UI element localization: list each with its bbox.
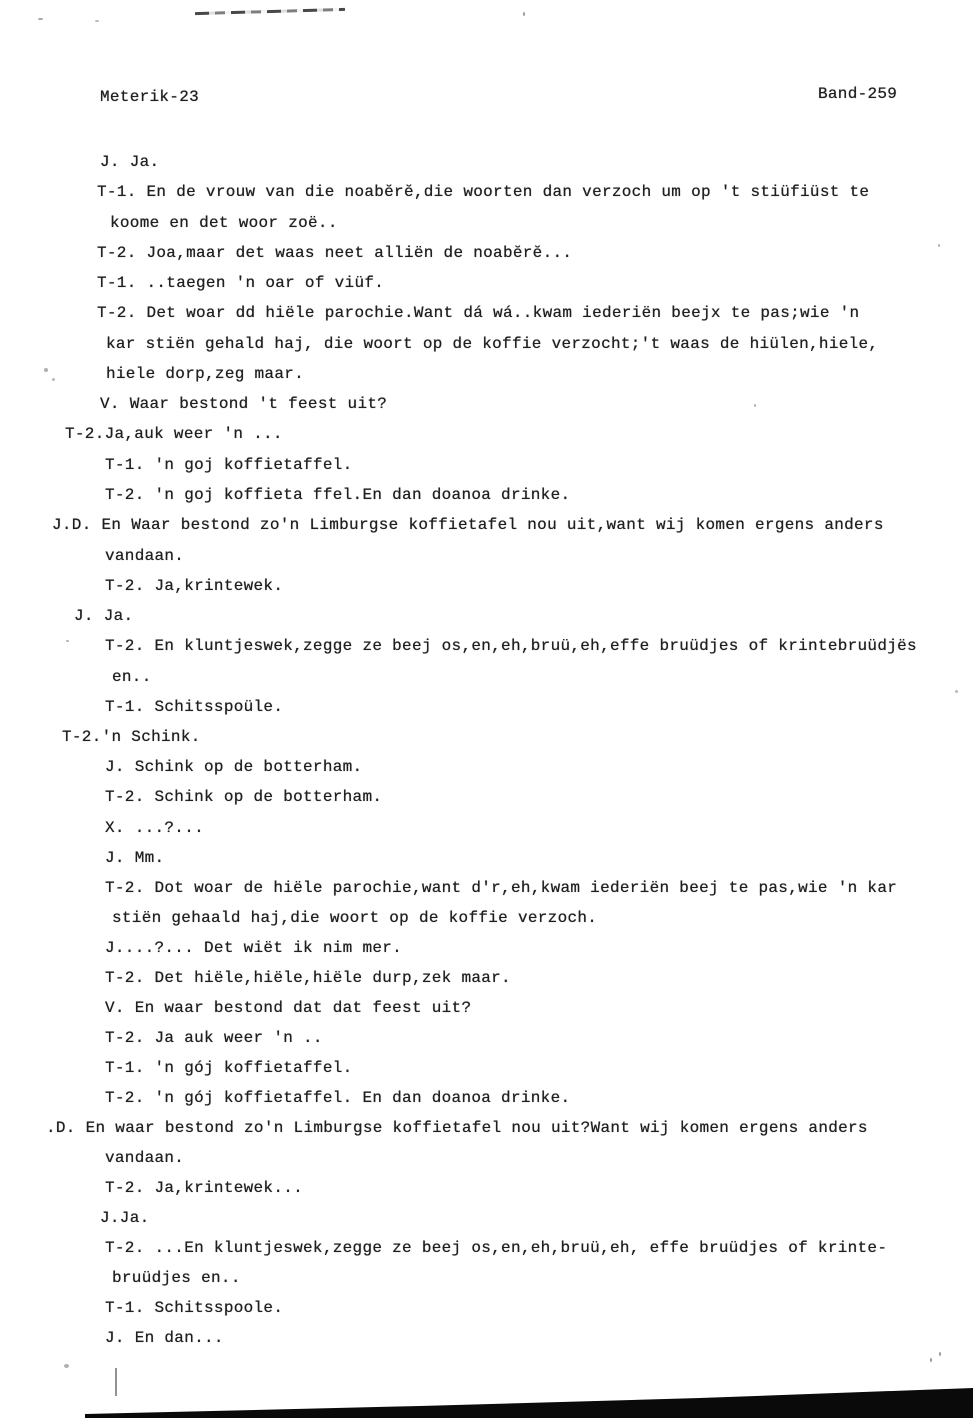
transcript-line: T-1. Schitsspoüle. (105, 698, 284, 716)
transcript-line: T-2. En kluntjeswek,zegge ze beej os,en,eh,bruü,eh,effe bruüdjes of krintebruüdjës (105, 637, 917, 655)
transcript-line: V. Waar bestond 't feest uit? (100, 395, 388, 413)
transcript-line: T-1. ..taegen 'n oar of viüf. (97, 274, 385, 292)
transcript-line: J. Mm. (105, 849, 165, 867)
transcript-line: vandaan. (105, 547, 185, 565)
scan-speck (938, 244, 940, 247)
transcript-line: koome en det woor zoë.. (110, 214, 338, 232)
transcript-line: .D. En waar bestond zo'n Limburgse koffietafel nou uit?Want wij komen ergens anders (46, 1119, 868, 1137)
scan-speck (523, 12, 525, 16)
transcript-line: T-2.Ja,auk weer 'n ... (65, 425, 283, 443)
transcript-line: vandaan. (105, 1149, 185, 1167)
transcript-line: kar stiën gehald haj, die woort op de koffie verzocht;'t waas de hiülen,hiele, (106, 335, 879, 353)
transcript-line: J....?... Det wiët ik nim mer. (105, 939, 403, 957)
transcript-line: X. ...?... (105, 819, 205, 837)
transcript-line: T-2. ...En kluntjeswek,zegge ze beej os,en,eh,bruü,eh, effe bruüdjes of krinte- (105, 1239, 888, 1257)
transcript-line: T-1. 'n gój koffietaffel. (105, 1059, 353, 1077)
transcript-line: T-2. Det woar dd hiële parochie.Want dá wá..kwam iederiën beejx te pas;wie 'n (97, 304, 860, 322)
transcript-line: J. Ja. (100, 153, 160, 171)
transcript-line: T-2. Dot woar de hiële parochie,want d'r,eh,kwam iederiën beej te pas,wie 'n kar (105, 879, 898, 897)
transcript-line: T-2. 'n goj koffieta ffel.En dan doanoa drinke. (105, 486, 571, 504)
scan-speck (66, 640, 69, 642)
scan-speck (95, 20, 99, 22)
scan-streak-artifact (195, 8, 345, 15)
transcript-line: T-2. Det hiële,hiële,hiële durp,zek maar. (105, 969, 511, 987)
transcript-line: T-2. Ja auk weer 'n .. (105, 1029, 323, 1047)
transcript-line: T-1. Schitsspoole. (105, 1299, 284, 1317)
scan-speck (930, 1358, 932, 1362)
scan-speck (939, 1352, 941, 1356)
transcript-line: T-2. Schink op de botterham. (105, 788, 383, 806)
transcript-line: T-2. Ja,krintewek. (105, 577, 284, 595)
transcript-line: en.. (112, 668, 152, 686)
scan-edge-artifact (0, 1380, 973, 1418)
transcript-line: J.D. En Waar bestond zo'n Limburgse koffietafel nou uit,want wij komen ergens anders (52, 516, 884, 534)
transcript-line: bruüdjes en.. (112, 1269, 241, 1287)
transcript-line: T-2.'n Schink. (62, 728, 201, 746)
transcript-line: J.Ja. (100, 1209, 150, 1227)
page-id-label: Meterik-23 (100, 88, 200, 106)
scan-speck (52, 378, 55, 381)
scan-speck (64, 1364, 69, 1368)
scan-speck (44, 368, 48, 372)
transcript-line: hiele dorp,zeg maar. (106, 365, 305, 383)
transcript-line: J. Ja. (74, 607, 134, 625)
transcript-line: T-2. Joa,maar det waas neet alliën de noabĕrĕ... (97, 244, 573, 262)
band-number-label: Band-259 (818, 85, 898, 103)
transcript-line: T-1. En de vrouw van die noabĕrĕ,die woorten dan verzoch um op 't stiüfiüst te (97, 183, 870, 201)
scan-speck (38, 18, 43, 20)
scan-speck (955, 690, 958, 693)
transcript-line: J. En dan... (105, 1329, 224, 1347)
transcript-line: V. En waar bestond dat dat feest uit? (105, 999, 472, 1017)
transcript-line: stiën gehaald haj,die woort op de koffie verzoch. (112, 909, 598, 927)
transcript-line: T-2. Ja,krintewek... (105, 1179, 304, 1197)
transcript-line: T-2. 'n gój koffietaffel. En dan doanoa drinke. (105, 1089, 571, 1107)
transcript-line: T-1. 'n goj koffietaffel. (105, 456, 353, 474)
transcript-line: J. Schink op de botterham. (105, 758, 363, 776)
scan-speck (754, 404, 756, 407)
